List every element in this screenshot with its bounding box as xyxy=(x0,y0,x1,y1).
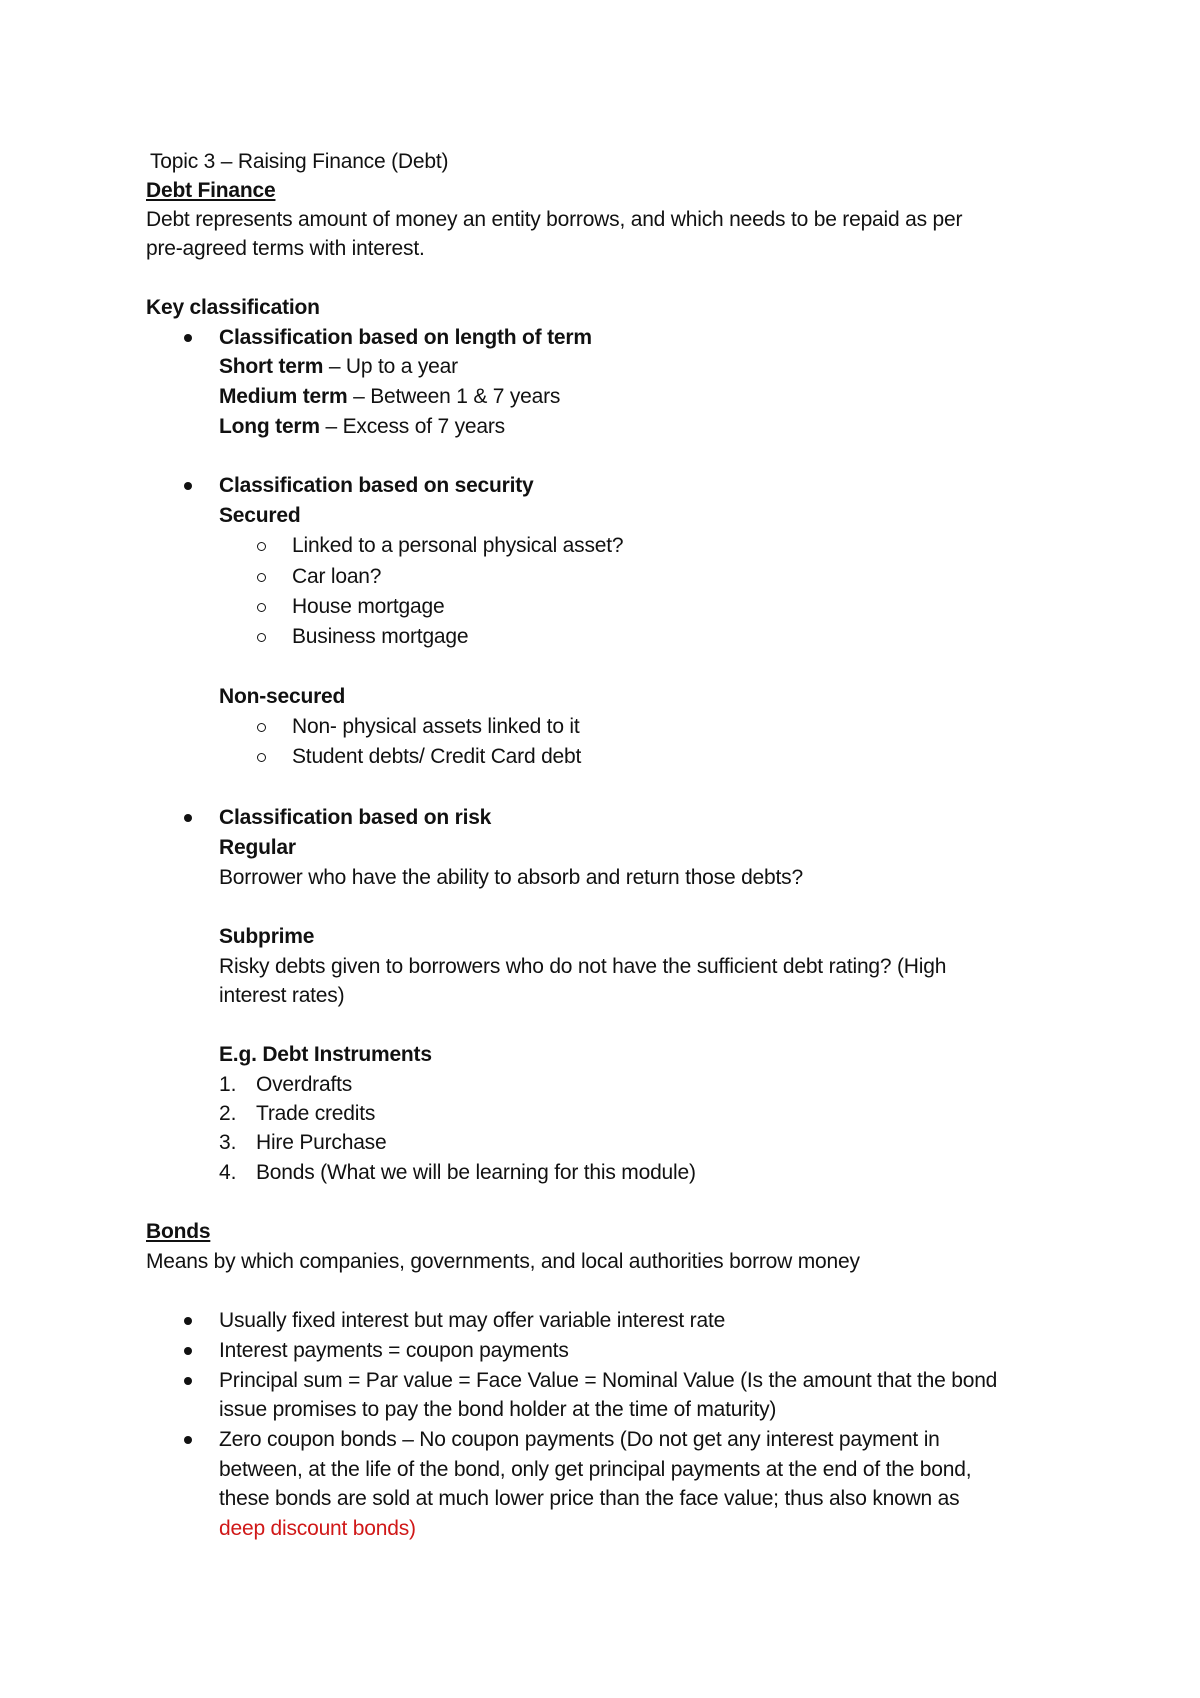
bond-point-continuation: between, at the life of the bond, only get principal payments at the end of the bond, xyxy=(219,1458,972,1481)
secured-item: Linked to a personal physical asset? xyxy=(292,534,624,557)
instrument-item: Bonds (What we will be learning for this module) xyxy=(256,1161,696,1184)
bonds-heading: Bonds xyxy=(146,1220,211,1243)
key-classification-heading: Key classification xyxy=(146,296,320,319)
bullet-icon xyxy=(184,1347,192,1355)
debt-finance-definition-line-2: pre-agreed terms with interest. xyxy=(146,237,425,260)
circle-bullet-icon xyxy=(257,542,266,551)
term-item-long xyxy=(219,412,505,441)
term-label: Short term xyxy=(219,355,324,378)
term-classification-heading: Classification based on length of term xyxy=(219,326,592,349)
debt-instruments-label: E.g. Debt Instruments xyxy=(219,1043,432,1066)
list-number: 2. xyxy=(219,1102,237,1125)
circle-bullet-icon xyxy=(257,723,266,732)
term-item-short xyxy=(219,352,458,381)
term-desc: – Between 1 & 7 years xyxy=(347,385,561,408)
bond-point: Usually fixed interest but may offer variable interest rate xyxy=(219,1309,726,1332)
circle-bullet-icon xyxy=(257,753,266,762)
secured-item: Business mortgage xyxy=(292,625,469,648)
deep-discount-bonds-highlight: deep discount bonds) xyxy=(219,1517,416,1540)
bond-point-continuation: issue promises to pay the bond holder at the time of maturity) xyxy=(219,1398,777,1421)
non-secured-item: Non- physical assets linked to it xyxy=(292,715,580,738)
term-item-medium xyxy=(219,382,560,411)
circle-bullet-icon xyxy=(257,633,266,642)
bond-point: Zero coupon bonds – No coupon payments (Do not get any interest payment in xyxy=(219,1428,940,1451)
secured-label: Secured xyxy=(219,504,301,527)
bullet-icon xyxy=(184,1377,192,1385)
regular-label: Regular xyxy=(219,836,296,859)
circle-bullet-icon xyxy=(257,603,266,612)
instrument-item: Trade credits xyxy=(256,1102,376,1125)
bonds-definition: Means by which companies, governments, and local authorities borrow money xyxy=(146,1250,860,1273)
subprime-label: Subprime xyxy=(219,925,315,948)
non-secured-label: Non-secured xyxy=(219,685,346,708)
circle-bullet-icon xyxy=(257,573,266,582)
risk-classification-heading: Classification based on risk xyxy=(219,806,492,829)
secured-item: Car loan? xyxy=(292,565,382,588)
bullet-icon xyxy=(184,1317,192,1325)
instrument-item: Overdrafts xyxy=(256,1073,353,1096)
secured-item: House mortgage xyxy=(292,595,445,618)
debt-finance-heading: Debt Finance xyxy=(146,179,276,202)
debt-finance-definition-line-1: Debt represents amount of money an entity borrows, and which needs to be repaid as per xyxy=(146,208,963,231)
document-title: Topic 3 – Raising Finance (Debt) xyxy=(150,150,449,173)
bullet-icon xyxy=(184,1436,192,1444)
security-classification-heading: Classification based on security xyxy=(219,474,534,497)
term-label: Medium term xyxy=(219,385,348,408)
bond-point: Interest payments = coupon payments xyxy=(219,1339,569,1362)
term-desc: – Up to a year xyxy=(323,355,458,378)
bullet-icon xyxy=(184,482,192,490)
regular-description: Borrower who have the ability to absorb and return those debts? xyxy=(219,866,803,889)
subprime-description-line-1: Risky debts given to borrowers who do not have the sufficient debt rating? (High xyxy=(219,955,947,978)
list-number: 3. xyxy=(219,1131,237,1154)
list-number: 1. xyxy=(219,1073,237,1096)
subprime-description-line-2: interest rates) xyxy=(219,984,345,1007)
bullet-icon xyxy=(184,334,192,342)
instrument-item: Hire Purchase xyxy=(256,1131,387,1154)
bullet-icon xyxy=(184,814,192,822)
bond-point-continuation: these bonds are sold at much lower price than the face value; thus also known as xyxy=(219,1487,960,1510)
term-desc: – Excess of 7 years xyxy=(319,415,505,438)
bond-point: Principal sum = Par value = Face Value = Nominal Value (Is the amount that the bond xyxy=(219,1369,998,1392)
term-label: Long term xyxy=(219,415,320,438)
non-secured-item: Student debts/ Credit Card debt xyxy=(292,745,582,768)
list-number: 4. xyxy=(219,1161,237,1184)
